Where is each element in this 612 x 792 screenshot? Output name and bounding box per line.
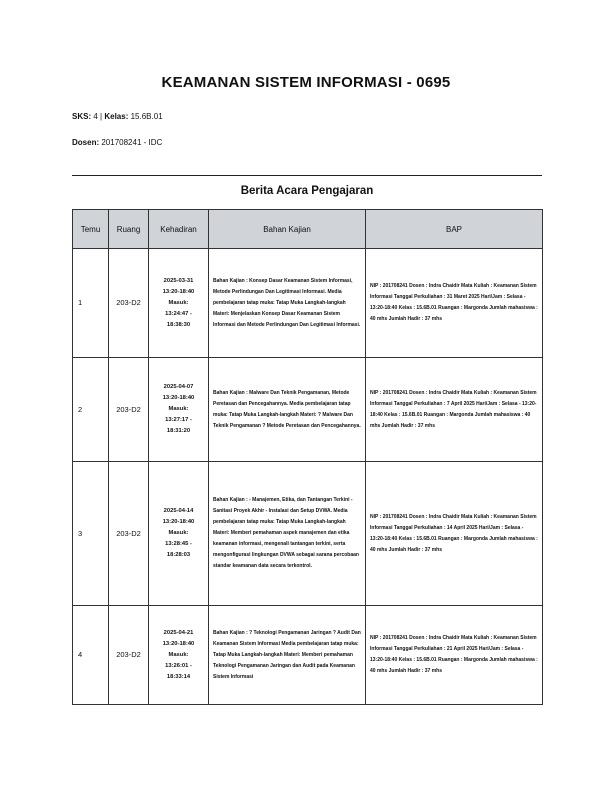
- horizontal-divider: [72, 175, 542, 176]
- cell-ruang: 203-D2: [109, 606, 149, 705]
- course-title: KEAMANAN SISTEM INFORMASI - 0695: [161, 74, 451, 91]
- attendance-time: 13:20-18:40: [162, 519, 195, 525]
- cell-bap: NIP : 201708241 Dosen : Indra Chaidir Mata Kuliah : Keamanan Sistem Informasi Tanggal Perkuliahan : 31 Maret 2025 Hari/Jam : Selasa - 13:20-18:40 Kelas : 15.6B.01 Ruangan : Margonda Jumlah mahasiswa : 40 mhs Jumlah Hadir : 37 mhs: [366, 249, 543, 358]
- table-row: [73, 606, 543, 705]
- header-kehadiran: Kehadiran: [149, 210, 209, 249]
- cell-bahan-kajian: Bahan Kajian : Malware Dan Teknik Pengamanan, Metode Peretasan dan Pencegahannya. Media pembelajaran tatap muka: Tatap Muka Langkah-langkah Materi: ? Malware Dan Teknik Pengamanan ? Metode Peretasan dan Pencegahannya.: [209, 358, 366, 462]
- cell-kehadiran: [149, 249, 209, 358]
- cell-ruang: 203-D2: [109, 462, 149, 606]
- attendance-keluar-time: 18:38:30: [166, 321, 191, 328]
- attendance-masuk-label: Masuk:: [168, 299, 189, 306]
- attendance-date: 2025-03-31: [163, 277, 194, 284]
- cell-bap: NIP : 201708241 Dosen : Indra Chaidir Mata Kuliah : Keamanan Sistem Informasi Tanggal Perkuliahan : 14 April 2025 Hari/Jam : Selasa - 13:20-18:40 Kelas : 15.6B.01 Ruangan : Margonda Jumlah mahasiswa : 40 mhs Jumlah Hadir : 37 mhs: [366, 462, 543, 606]
- attendance-time: 13:20-18:40: [162, 288, 195, 295]
- table-row: [73, 358, 543, 462]
- attendance-masuk-time: 13:27:17 -: [165, 417, 192, 423]
- cell-bahan-kajian: Bahan Kajian : ? Teknologi Pengamanan Jaringan ? Audit Dan Keamanan Sistem Informasi Media pembelajaran tatap muka: Tatap Muka Langkah-langkah Materi: Memberi pemahaman Teknologi Pengamanan Jaringan dan Audit pada Keamanan Sistem Informasi: [209, 606, 366, 705]
- dosen-label: Dosen:: [72, 138, 100, 147]
- header-ruang: Ruang: [109, 210, 149, 249]
- cell-bap: NIP : 201708241 Dosen : Indra Chaidir Mata Kuliah : Keamanan Sistem Informasi Tanggal Perkuliahan : 7 April 2025 Hari/Jam : Selasa - 13:20-18:40 Kelas : 15.6B.01 Ruangan : Margonda Jumlah mahasiswa : 40 mhs Jumlah Hadir : 37 mhs: [366, 358, 543, 462]
- attendance-keluar-time: 18:28:03: [166, 552, 191, 558]
- cell-bap: NIP : 201708241 Dosen : Indra Chaidir Mata Kuliah : Keamanan Sistem Informasi Tanggal Perkuliahan : 21 April 2025 Hari/Jam : Selasa - 13:20-18:40 Kelas : 15.6B.01 Ruangan : Margonda Jumlah mahasiswa : 40 mhs Jumlah Hadir : 37 mhs: [366, 606, 543, 705]
- sks-label: SKS:: [72, 112, 92, 121]
- cell-kehadiran: [149, 606, 209, 705]
- attendance-keluar-time: 18:31:20: [166, 428, 191, 434]
- attendance-masuk-label: Masuk:: [168, 530, 189, 536]
- meta-separator: |: [100, 112, 103, 121]
- attendance-keluar-time: 18:33:14: [166, 673, 191, 680]
- kelas-value: 15.6B.01: [130, 112, 163, 121]
- header-bahan-kajian: Bahan Kajian: [209, 210, 366, 249]
- cell-kehadiran: [149, 358, 209, 462]
- attendance-time: 13:20-18:40: [162, 395, 195, 401]
- attendance-masuk-time: 13:24:47 -: [165, 310, 192, 317]
- table-row: [73, 249, 543, 358]
- attendance-date: 2025-04-14: [163, 508, 194, 514]
- cell-temu: 3: [73, 462, 109, 606]
- attendance-masuk-time: 13:28:45 -: [165, 541, 192, 547]
- cell-ruang: 203-D2: [109, 249, 149, 358]
- cell-bahan-kajian: Bahan Kajian : Konsep Dasar Keamanan Sistem Informasi, Metode Perlindungan Dan Legitimasi Informasi. Media pembelajaran tatap muka: Tatap Muka Langkah-langkah Materi: Menjelaskan Konsep Dasar Keamanan Sistem Informasi dan Metode Perlindungan Dan Legitimasi Informasi.: [209, 249, 366, 358]
- attendance-time: 13:20-18:40: [162, 640, 195, 647]
- dosen-value: 201708241 - IDC: [101, 138, 163, 147]
- attendance-masuk-time: 13:26:01 -: [165, 662, 192, 669]
- cell-temu: 4: [73, 606, 109, 705]
- cell-temu: 2: [73, 358, 109, 462]
- cell-ruang: 203-D2: [109, 358, 149, 462]
- lecturer-meta: [72, 138, 162, 147]
- cell-temu: 1: [73, 249, 109, 358]
- attendance-date: 2025-04-07: [163, 384, 194, 390]
- section-title: Berita Acara Pengajaran: [240, 185, 374, 197]
- table-row: [73, 462, 543, 606]
- attendance-masuk-label: Masuk:: [168, 651, 189, 658]
- cell-kehadiran: [149, 462, 209, 606]
- sks-value: 4: [93, 112, 98, 121]
- cell-bahan-kajian: Bahan Kajian : - Manajemen, Etika, dan Tantangan Terkini - Sanitasi Proyek Akhir - Instalasi dan Setup DVWA. Media pembelajaran tatap muka: Tatap Muka Langkah-langkah Materi: Memberi pemahaman aspek manajemen dan etika keamanan informasi, mengenali tantangan terkini, serta mengonfigurasi lingkungan DVWA sebagai sarana percobaan standar keamanan data secara terkontrol.: [209, 462, 366, 606]
- table-header-row: [73, 210, 543, 249]
- header-temu: Temu: [73, 210, 109, 249]
- attendance-date: 2025-04-21: [163, 629, 194, 636]
- attendance-masuk-label: Masuk:: [168, 406, 189, 412]
- bap-table: [72, 209, 543, 705]
- kelas-label: Kelas:: [104, 112, 129, 121]
- course-meta: [72, 112, 163, 121]
- header-bap: BAP: [366, 210, 543, 249]
